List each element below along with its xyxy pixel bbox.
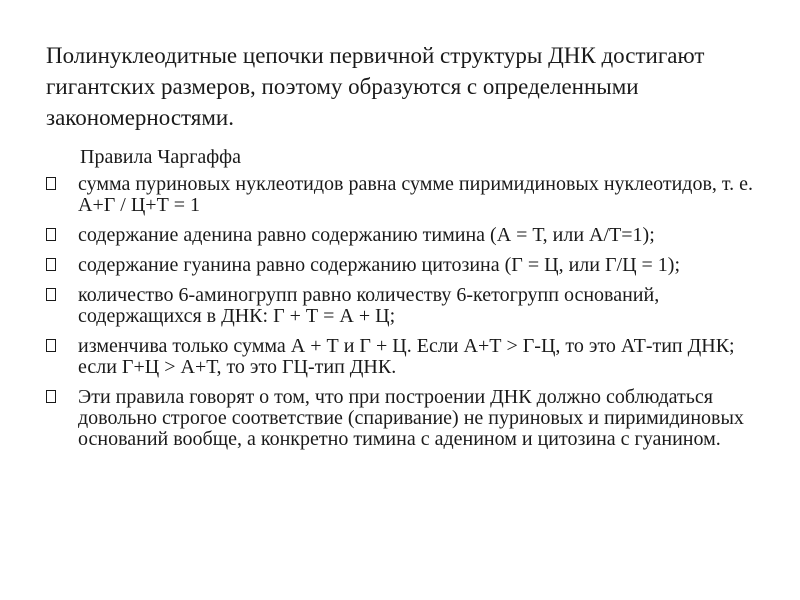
rule-item	[46, 174, 766, 216]
bullet-icon	[46, 390, 56, 403]
rules-title: Правила Чаргаффа	[80, 146, 241, 168]
rule-text: Эти правила говорят о том, что при построении ДНК должно соблюдаться довольно строгое соответствие (спаривание) не пуриновых и пиримидиновых оснований вообще, а конкретно тимина с аденином и цитозина с гуанином.	[78, 386, 744, 450]
rule-item	[46, 255, 766, 276]
chargaff-rules-block	[46, 145, 766, 459]
bullet-icon	[46, 228, 56, 241]
rule-item	[46, 387, 766, 450]
rule-text: содержание аденина равно содержанию тимина (А = Т, или А/Т=1);	[78, 224, 655, 246]
rule-item	[46, 285, 766, 327]
rule-text: сумма пуриновых нуклеотидов равна сумме пиримидиновых нуклеотидов, т. е. А+Г / Ц+Т = 1	[78, 173, 754, 216]
rule-text: изменчива только сумма А + Т и Г + Ц. Если А+Т > Г-Ц, то это АТ-тип ДНК; если Г+Ц > А+Т, то это ГЦ-тип ДНК.	[78, 335, 735, 378]
slide-heading: Полинуклеодитные цепочки первичной структуры ДНК достигают гигантских размеров, поэтому образуются с определенными закономерностями.	[46, 43, 705, 130]
bullet-icon	[46, 258, 56, 271]
rule-item	[46, 336, 766, 378]
rule-item	[46, 225, 766, 246]
rules-list	[46, 174, 766, 450]
bullet-icon	[46, 288, 56, 301]
rule-text: количество 6-аминогрупп равно количеству 6-кетогрупп оснований, содержащихся в ДНК: Г + Т = А + Ц;	[78, 284, 660, 327]
bullet-icon	[46, 177, 56, 190]
rule-text: содержание гуанина равно содержанию цитозина (Г = Ц, или Г/Ц = 1);	[78, 254, 681, 276]
bullet-icon	[46, 339, 56, 352]
